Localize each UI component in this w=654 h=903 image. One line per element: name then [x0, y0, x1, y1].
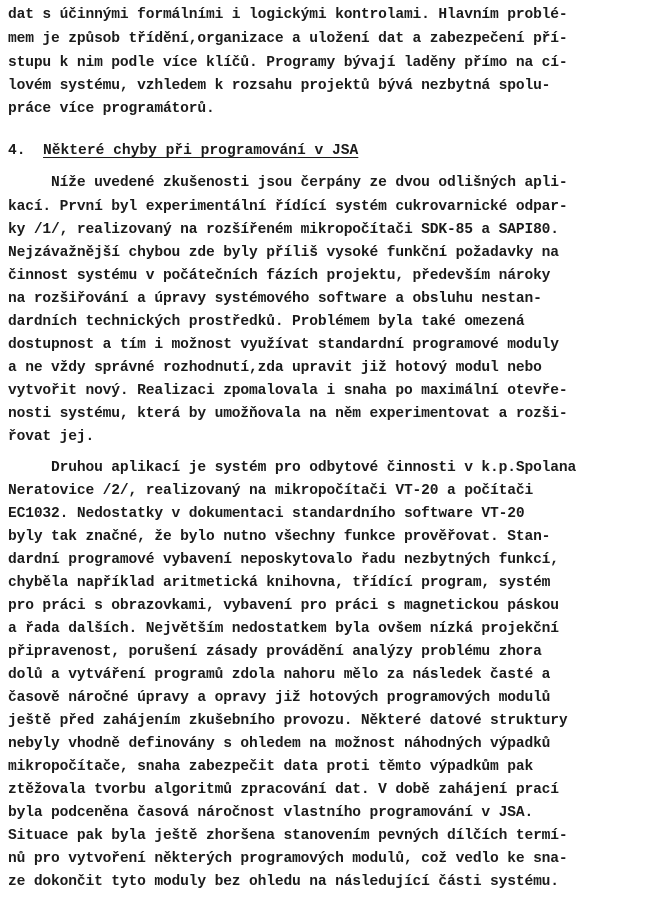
intro-line: mem je způsob třídění,organizace a uložení dat a zabezpečení pří- [8, 31, 568, 47]
paragraph2-line: Situace pak byla ještě zhoršena stanovením pevných dílčích termí- [8, 828, 568, 844]
intro-line: práce více programátorů. [8, 101, 215, 117]
paragraph1-line: kací. První byl experimentální řídící systém cukrovarnické odpar- [8, 199, 568, 215]
section-number: 4. [8, 143, 26, 159]
paragraph2-line: dolů a vytváření programů zdola nahoru mělo za následek časté a [8, 667, 551, 683]
paragraph2-line: nů pro vytvoření některých programových modulů, což vedlo ke sna- [8, 851, 568, 867]
paragraph2-line: chyběla například aritmetická knihovna, třídící program, systém [8, 575, 551, 591]
paragraph2-line: pro práci s obrazovkami, vybavení pro práci s magnetickou páskou [8, 598, 559, 614]
paragraph1-line: Nejzávažnější chybou zde byly příliš vysoké funkční požadavky na [8, 245, 559, 261]
paragraph1-line: Níže uvedené zkušenosti jsou čerpány ze dvou odlišných apli- [8, 175, 568, 191]
paragraph1-line: ky /1/, realizovaný na rozšířeném mikropočítači SDK-85 a SAPI80. [8, 222, 559, 238]
paragraph2-line: byly tak značné, že bylo nutno všechny funkce prověřovat. Stan- [8, 529, 551, 545]
section-title: Některé chyby při programování v JSA [43, 143, 359, 159]
paragraph2-line: a řada dalších. Největším nedostatkem byla ovšem nízká projekční [8, 621, 559, 637]
paragraph2-line: nebyly vhodně definovány s ohledem na možnost náhodných výpadků [8, 736, 551, 752]
paragraph1-line: vytvořit nový. Realizaci zpomalovala i snaha po maximální otevře- [8, 383, 568, 399]
paragraph1-line: na rozšiřování a úpravy systémového software a obsluhu nestan- [8, 291, 542, 307]
intro-line: dat s účinnými formálními i logickými kontrolami. Hlavním problé- [8, 7, 568, 23]
paragraph2-line: EC1032. Nedostatky v dokumentaci standardního software VT-20 [8, 506, 525, 522]
paragraph2-line: dardní programové vybavení neposkytovalo řadu nezbytných funkcí, [8, 552, 559, 568]
paragraph2-line: připravenost, porušení zásady provádění analýzy problému zhora [8, 644, 542, 660]
paragraph2-line: ještě před zahájením zkušebního provozu. Některé datové struktury [8, 713, 568, 729]
paragraph1-line: činnost systému v počátečních fázích projektu, především nároky [8, 268, 551, 284]
paragraph2-line: byla podceněna časová náročnost vlastního programování v JSA. [8, 805, 534, 821]
paragraph2-line: Druhou aplikací je systém pro odbytové činnosti v k.p.Spolana [8, 460, 577, 476]
paragraph1-line: řovat jej. [8, 429, 95, 445]
paragraph2-line: časově náročné úpravy a opravy již hotových programových modulů [8, 690, 551, 706]
intro-line: stupu k nim podle více klíčů. Programy bývají laděny přímo na cí- [8, 55, 568, 71]
paragraph1-line: dostupnost a tím i možnost využívat standardní programové moduly [8, 337, 559, 353]
paragraph2-line: ze dokončit tyto moduly bez ohledu na následující části systému. [8, 874, 559, 890]
paragraph2-line: mikropočítače, snaha zabezpečit data proti těmto výpadkům pak [8, 759, 534, 775]
intro-line: lovém systému, vzhledem k rozsahu projektů bývá nezbytná spolu- [8, 78, 551, 94]
paragraph2-line: Neratovice /2/, realizovaný na mikropočítači VT-20 a počítači [8, 483, 534, 499]
paragraph1-line: dardních technických prostředků. Problémem byla také omezená [8, 314, 525, 330]
section-heading [8, 143, 358, 159]
paragraph2-line: ztěžovala tvorbu algoritmů zpracování dat. V době zahájení prací [8, 782, 559, 798]
paragraph1-line: a ne vždy správné rozhodnutí,zda upravit již hotový modul nebo [8, 360, 542, 376]
paragraph1-line: nosti systému, která by umožňovala na něm experimentovat a rozši- [8, 406, 568, 422]
